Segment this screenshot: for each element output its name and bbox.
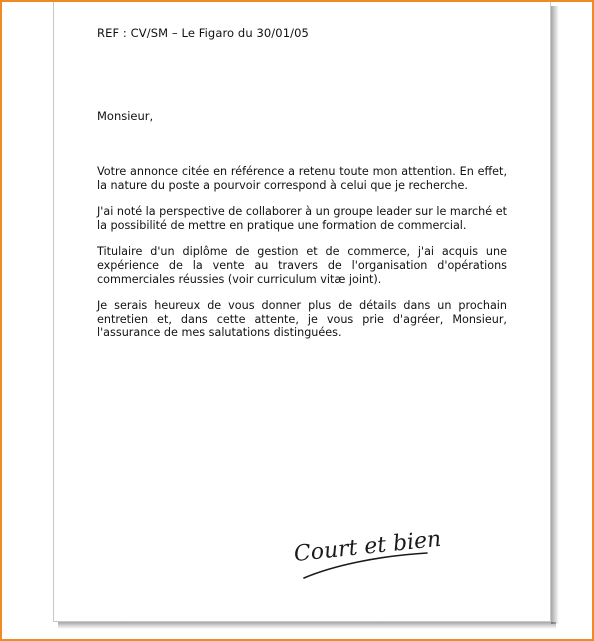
paragraph-2: J'ai noté la perspective de collaborer à un groupe leader sur le marché et la possibilité de mettre en pratique une formation de commercial. (97, 205, 507, 232)
page-shadow-bottom (58, 622, 556, 629)
salutation: Monsieur, (97, 109, 154, 123)
letter-body (97, 165, 507, 353)
page-shadow-right (551, 6, 559, 624)
paragraph-3: Titulaire d'un diplôme de gestion et de commerce, j'ai acquis une expérience de la vente au travers de l'organisation d'opérations commerciales réussies (voir curriculum vitæ joint). (97, 245, 507, 286)
paragraph-4: Je serais heureux de vous donner plus de détails dans un prochain entretien et, dans cette attente, je vous prie d'agréer, Monsieur, l'assurance de mes salutations distinguées. (97, 299, 507, 340)
reference-line: REF : CV/SM – Le Figaro du 30/01/05 (97, 26, 309, 40)
letter-page (53, 2, 551, 622)
handwritten-signature (292, 520, 442, 585)
paragraph-1: Votre annonce citée en référence a retenu toute mon attention. En effet, la nature du poste a pourvoir correspond à celui que je recherche. (97, 165, 507, 192)
signature-drawing (292, 520, 442, 585)
signature-text: Court et bien (292, 526, 442, 568)
